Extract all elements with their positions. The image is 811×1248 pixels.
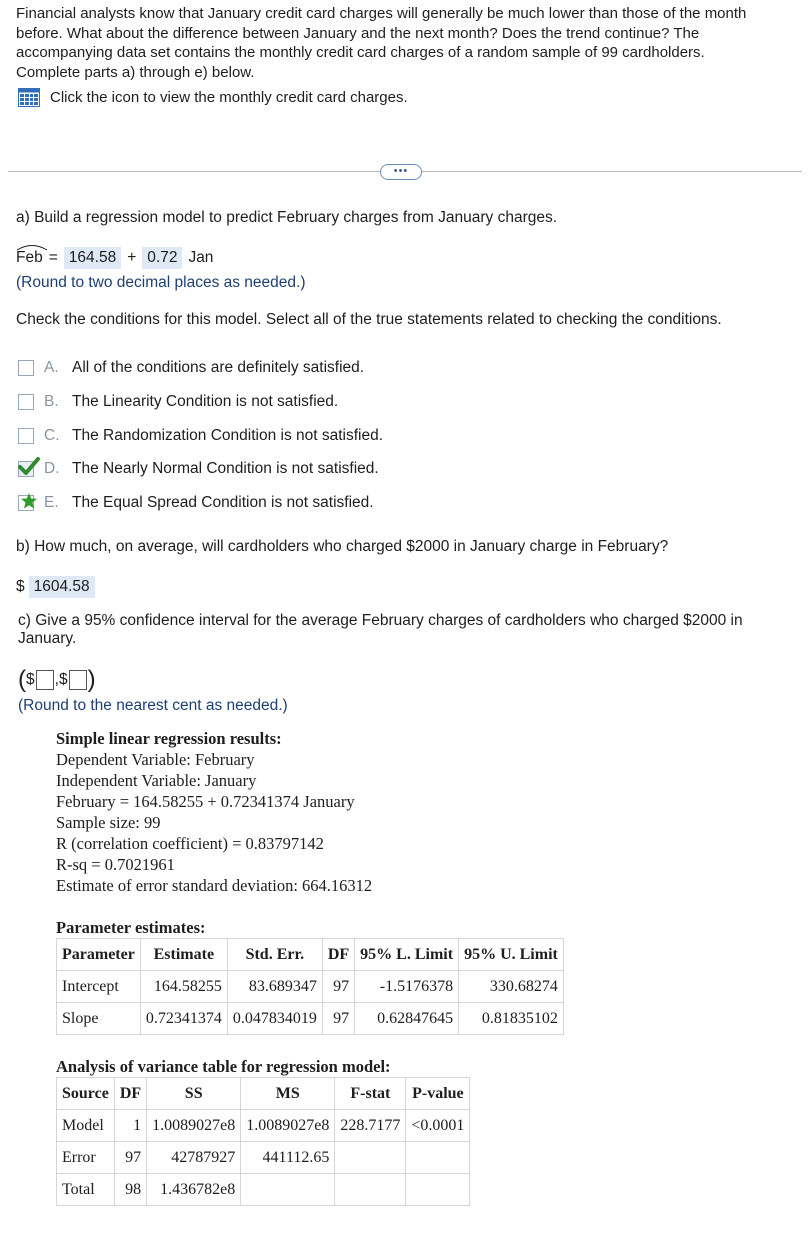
regression-title: Simple linear regression results: xyxy=(56,729,282,748)
intro-line: accompanying data set contains the monthly credit card charges of a random sample of 99 cardholders. xyxy=(16,44,705,62)
feb-hat-label: Feb xyxy=(16,249,43,267)
confidence-interval-inputs: ( $ , $ ) xyxy=(18,666,96,693)
round-note-c: (Round to the nearest cent as needed.) xyxy=(18,697,288,714)
round-note-a: (Round to two decimal places as needed.) xyxy=(16,274,306,291)
option-d[interactable]: D. The Nearly Normal Condition is not satisfied. xyxy=(18,459,379,479)
table-row: Total 98 1.436782e8 xyxy=(57,1174,470,1206)
table-header-row: Source DF SS MS F-stat P-value xyxy=(57,1078,470,1110)
option-c[interactable]: C. The Randomization Condition is not satisfied. xyxy=(18,426,383,446)
error-sd: Estimate of error standard deviation: 664.16312 xyxy=(56,876,373,895)
anova-table xyxy=(56,1077,470,1206)
checkbox[interactable] xyxy=(18,360,34,376)
parameter-estimates-table xyxy=(56,938,564,1035)
checkbox-checked[interactable] xyxy=(18,461,34,477)
lower-limit-input[interactable] xyxy=(36,670,54,690)
correct-check-icon xyxy=(17,457,41,477)
sample-size: Sample size: 99 xyxy=(56,813,161,832)
slope-answer[interactable]: 0.72 xyxy=(142,247,182,269)
option-a[interactable]: A. All of the conditions are definitely satisfied. xyxy=(18,358,364,378)
intro-line: Financial analysts know that January credit card charges will generally be much lower than those of the month xyxy=(16,5,747,22)
part-a-question: a) Build a regression model to predict February charges from January charges. xyxy=(16,209,558,226)
part-b-answer-row: $ 1604.58 xyxy=(16,576,95,598)
jan-variable: Jan xyxy=(188,249,214,266)
data-set-link[interactable] xyxy=(18,88,408,107)
r-squared: R-sq = 0.7021961 xyxy=(56,855,175,874)
regression-equation-output: February = 164.58255 + 0.72341374 January xyxy=(56,792,355,811)
checkbox[interactable] xyxy=(18,495,34,511)
checkbox[interactable] xyxy=(18,394,34,410)
option-e[interactable]: E. The Equal Spread Condition is not satisfied. xyxy=(18,493,374,513)
table-header-row: Parameter Estimate Std. Err. DF 95% L. Limit 95% U. Limit xyxy=(57,939,564,971)
data-table-icon[interactable] xyxy=(18,88,40,107)
param-table-title: Parameter estimates: xyxy=(56,918,206,937)
regression-equation: Feb = 164.58 + 0.72 Jan xyxy=(16,247,213,269)
table-row: Intercept 164.58255 83.689347 97 -1.5176378 330.68274 xyxy=(57,971,564,1003)
data-link-text[interactable]: Click the icon to view the monthly credit card charges. xyxy=(50,89,408,106)
independent-variable: Independent Variable: January xyxy=(56,771,257,790)
problem-intro xyxy=(16,4,811,82)
dependent-variable: Dependent Variable: February xyxy=(56,750,255,769)
correct-answer-star-icon xyxy=(20,492,38,510)
part-b-question: b) How much, on average, will cardholders who charged $2000 in January charge in February? xyxy=(16,538,669,555)
correlation: R (correlation coefficient) = 0.83797142 xyxy=(56,834,324,853)
upper-limit-input[interactable] xyxy=(69,670,87,690)
intro-line: Complete parts a) through e) below. xyxy=(16,63,255,81)
part-c-question: c) Give a 95% confidence interval for the average February charges of cardholders who charged $2000 in January. xyxy=(18,612,743,647)
part-b-answer[interactable]: 1604.58 xyxy=(29,576,95,598)
table-row: Model 1 1.0089027e8 1.0089027e8 228.7177 <0.0001 xyxy=(57,1110,470,1142)
checkbox[interactable] xyxy=(18,428,34,444)
table-row: Error 97 42787927 441112.65 xyxy=(57,1142,470,1174)
expand-button[interactable]: ••• xyxy=(380,164,422,180)
table-row: Slope 0.72341374 0.047834019 97 0.62847645 0.81835102 xyxy=(57,1003,564,1035)
intercept-answer[interactable]: 164.58 xyxy=(64,247,121,269)
check-conditions-prompt: Check the conditions for this model. Select all of the true statements related to checking the conditions. xyxy=(16,311,722,328)
intro-line: before. What about the difference between January and the next month? Does the trend continue? The xyxy=(16,24,700,42)
option-b[interactable]: B. The Linearity Condition is not satisfied. xyxy=(18,392,338,412)
anova-title: Analysis of variance table for regression model: xyxy=(56,1057,391,1076)
